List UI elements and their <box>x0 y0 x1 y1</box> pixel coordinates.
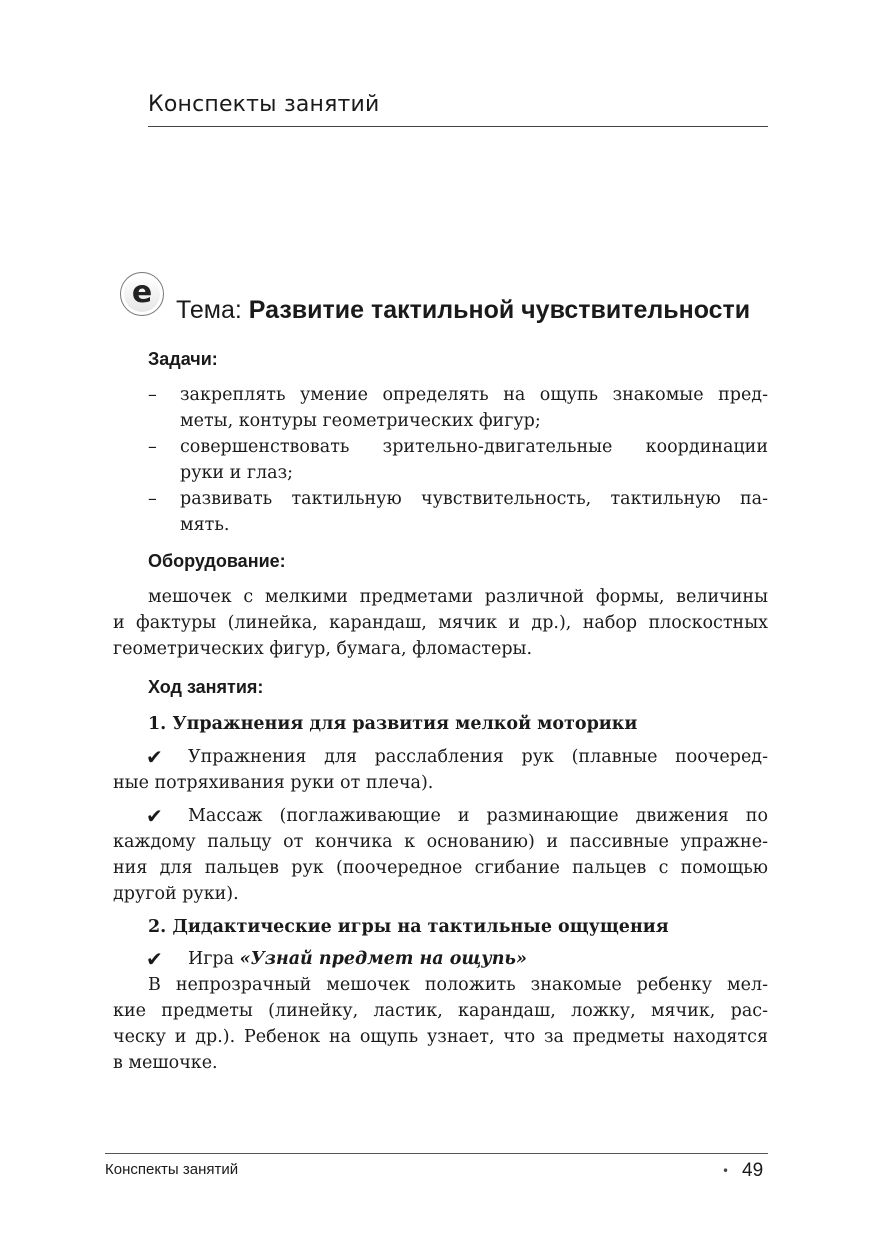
electronic-resource-icon <box>120 272 164 316</box>
task-dash: – <box>148 385 157 405</box>
running-header-title: Конспекты занятий <box>148 92 380 117</box>
page-number: 49 <box>742 1160 764 1181</box>
badge-letter: e <box>124 276 160 312</box>
exercise-line: каждому пальцу от кончика к основанию) и пассивные упражне- <box>113 832 768 852</box>
task-line: руки и глаз; <box>180 463 294 483</box>
task-dash: – <box>148 437 157 457</box>
exercise-line: ные потряхивания руки от плеча). <box>113 773 434 793</box>
bullet-icon: • <box>722 1164 730 1178</box>
game-line: ческу и др.). Ребенок на ощупь узнает, что за предметы находятся <box>113 1027 768 1047</box>
exercise-line: Упражнения для расслабления рук (плавные поочеред- <box>188 747 768 767</box>
equipment-line: мешочек с мелкими предметами различной формы, величины <box>148 587 768 607</box>
topic-title: Развитие тактильной чувствительности <box>248 296 751 324</box>
exercise-line: другой руки). <box>113 884 239 904</box>
checkmark-icon: ✔ <box>146 947 163 971</box>
exercise-line: Массаж (поглаживающие и разминающие движения по <box>188 806 768 826</box>
section-title: 2. Дидактические игры на тактильные ощущения <box>148 917 669 937</box>
game-label: Игра <box>188 949 235 969</box>
equipment-line: геометрических фигур, бумага, фломастеры. <box>113 639 533 659</box>
footer-divider <box>105 1153 768 1154</box>
footer-label: Конспекты занятий <box>105 1161 239 1178</box>
equipment-line: и фактуры (линейка, карандаш, мячик и др.), набор плоскостных <box>113 613 768 633</box>
header-divider <box>148 126 768 127</box>
game-title <box>188 946 527 972</box>
task-line: совершенствовать зрительно-двигательные координации <box>180 437 768 457</box>
task-dash: – <box>148 489 157 509</box>
exercise-line: ния для пальцев рук (поочередное сгибание пальцев с помощью <box>113 858 768 878</box>
game-name: «Узнай предмет на ощупь» <box>239 949 527 969</box>
section-title: 1. Упражнения для развития мелкой моторики <box>148 714 638 734</box>
game-line: в мешочке. <box>113 1053 218 1073</box>
task-line: развивать тактильную чувствительность, тактильную па- <box>180 489 768 509</box>
game-line: кие предметы (линейку, ластик, карандаш, ложку, мячик, рас- <box>113 1001 768 1021</box>
game-line: В непрозрачный мешочек положить знакомые ребенку мел- <box>148 975 768 995</box>
tasks-heading: Задачи: <box>148 349 218 369</box>
task-line: меты, контуры геометрических фигур; <box>180 411 541 431</box>
task-line: мять. <box>180 515 230 535</box>
equipment-heading: Оборудование: <box>148 551 286 571</box>
task-line: закреплять умение определять на ощупь знакомые пред- <box>180 385 768 405</box>
topic-label: Тема: <box>176 296 242 324</box>
checkmark-icon: ✔ <box>146 745 163 769</box>
checkmark-icon: ✔ <box>146 804 163 828</box>
progress-heading: Ход занятия: <box>148 677 264 697</box>
topic-heading <box>176 296 750 325</box>
